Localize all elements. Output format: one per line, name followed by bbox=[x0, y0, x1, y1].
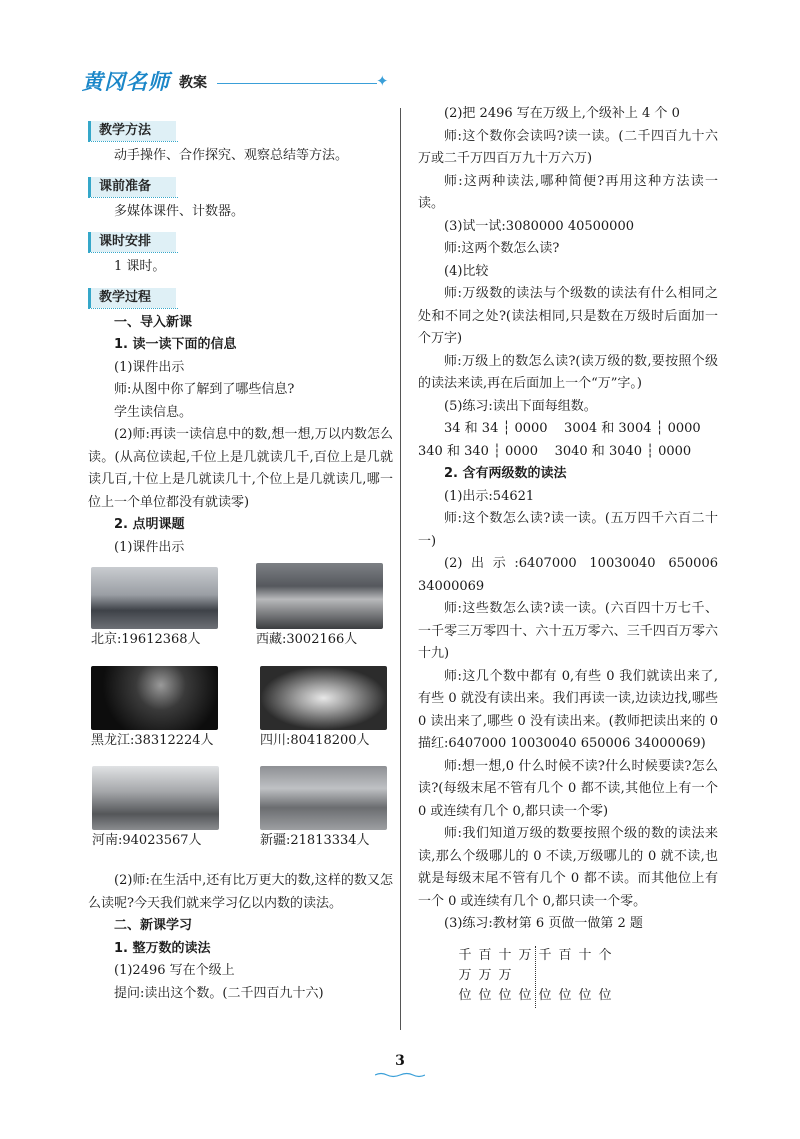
paragraph: (1)课件出示 bbox=[114, 359, 185, 375]
table-cell: 位 bbox=[538, 987, 552, 1003]
heading-new-lesson: 二、新课学习 bbox=[114, 918, 193, 933]
page-header bbox=[82, 64, 389, 104]
page-number-wave-icon bbox=[375, 1072, 425, 1078]
table-row bbox=[455, 986, 718, 1006]
table-cell: 位 bbox=[558, 987, 572, 1003]
photo-caption: 河南:94023567人 bbox=[92, 833, 202, 848]
table-cell: 位 bbox=[578, 987, 592, 1003]
table-cell: 万 bbox=[478, 967, 492, 983]
paragraph: (2)把 2496 写在万级上,个级补上 4 个 0 bbox=[444, 106, 680, 121]
photo-henan bbox=[92, 766, 232, 850]
number-pair-line: 340 和 340 ┆ 0000 3040 和 3040 ┆ 0000 bbox=[418, 443, 692, 459]
paragraph: (5)练习:读出下面每组数。 bbox=[444, 398, 597, 414]
table-cell bbox=[515, 966, 535, 986]
photo-heilongjiang bbox=[91, 666, 231, 750]
section-heading bbox=[88, 286, 393, 307]
column-divider bbox=[400, 108, 401, 1030]
paragraph: (3)练习:教材第 6 页做一做第 2 题 bbox=[444, 916, 643, 931]
photo-caption: 北京:19612368人 bbox=[91, 632, 201, 647]
table-cell: 十 bbox=[498, 947, 512, 963]
methods-text: 动手操作、合作探究、观察总结等方法。 bbox=[114, 148, 349, 163]
table-cell: 万 bbox=[518, 947, 532, 963]
header-rule bbox=[217, 83, 377, 84]
photo-beijing bbox=[91, 567, 231, 649]
table-cell bbox=[535, 966, 555, 986]
table-cell: 千 bbox=[538, 947, 552, 963]
photo-xinjiang bbox=[260, 766, 400, 850]
table-row bbox=[455, 946, 718, 966]
number-pair-line: 34 和 34 ┆ 0000 3004 和 3004 ┆ 0000 bbox=[444, 421, 701, 436]
paragraph: 师:这个数怎么读?读一读。(五万四千六百二十一) bbox=[418, 511, 718, 549]
sparkle-icon: ✦ bbox=[376, 72, 389, 90]
heading-intro: 一、导入新课 bbox=[114, 314, 193, 330]
paragraph: (2)师:在生活中,还有比万更大的数,这样的数又怎么读呢?今天我们就来学习亿以内数的读法。 bbox=[88, 873, 393, 911]
subheading: 1. 整万数的读法 bbox=[114, 940, 211, 956]
table-cell: 位 bbox=[478, 987, 492, 1003]
section-title-prep: 课前准备 bbox=[88, 177, 176, 197]
paragraph: 师:从图中你了解到了哪些信息? bbox=[114, 382, 295, 397]
header-subtitle: 教案 bbox=[179, 75, 207, 91]
paragraph: 师:我们知道万级的数要按照个级的数的读法来读,那么个级哪儿的 0 不读,万级哪儿的 0 就不读,也就是每级末尾不管有几个 0 都不读。而其他位上有一个 0 或连续有几个 0,都只读一个零。 bbox=[418, 826, 718, 909]
section-heading bbox=[88, 230, 393, 251]
table-cell: 十 bbox=[578, 947, 592, 963]
prep-text: 多媒体课件、计数器。 bbox=[114, 203, 245, 219]
table-row bbox=[455, 966, 718, 986]
table-cell: 百 bbox=[478, 947, 492, 963]
photo-caption: 新疆:21813334人 bbox=[260, 833, 370, 848]
table-cell: 千 bbox=[458, 947, 472, 963]
subheading: 2. 含有两级数的读法 bbox=[444, 466, 567, 481]
section-heading bbox=[88, 175, 393, 196]
table-cell: 位 bbox=[458, 987, 472, 1003]
page-number: 3 bbox=[395, 1053, 405, 1069]
paragraph: (1)2496 写在个级上 bbox=[114, 963, 235, 978]
paragraph: 师:万级数的读法与个级数的读法有什么相同之处和不同之处?(读法相同,只是数在万级时后面加一个万字) bbox=[418, 286, 718, 346]
photo-tibet bbox=[256, 563, 396, 649]
photo-sichuan bbox=[260, 666, 400, 750]
photo-caption: 四川:80418200人 bbox=[260, 733, 370, 748]
paragraph: 师:这些数怎么读?读一读。(六百四十万七千、一千零三万零四十、六十五万零六、三千四百万零六十九) bbox=[418, 601, 718, 661]
paragraph: 师:想一想,0 什么时候不读?什么时候要读?怎么读?(每级末尾不管有几个 0 都不读,其他位上有一个 0 或连续有几个 0,都只读一个零) bbox=[418, 758, 718, 819]
subheading: 2. 点明课题 bbox=[114, 517, 185, 532]
paragraph: (2)出示:6407000 10030040 650006 34000069 bbox=[418, 556, 718, 594]
paragraph: 师:这几个数中都有 0,有些 0 我们就读出来了,有些 0 就没有读出来。我们再读一读,边读边找,哪些 0 读出来了,哪些 0 没有读出来。(教师把读出来的 0 描红:6407000 10030040 650006 34000069) bbox=[418, 668, 718, 751]
paragraph: 提问:读出这个数。(二千四百九十六) bbox=[114, 985, 324, 1001]
photo-grid bbox=[88, 563, 393, 866]
table-cell: 位 bbox=[598, 987, 612, 1003]
table-cell: 个 bbox=[598, 947, 612, 963]
section-title-process: 教学过程 bbox=[88, 288, 176, 308]
paragraph: 师:万级上的数怎么读?(读万级的数,要按照个级的读法来读,再在后面加上一个“万”字。) bbox=[418, 353, 718, 391]
place-value-table bbox=[455, 946, 718, 1006]
left-column bbox=[88, 115, 393, 1005]
schedule-text: 1 课时。 bbox=[114, 259, 166, 274]
section-title-methods: 教学方法 bbox=[88, 121, 176, 141]
paragraph: 学生读信息。 bbox=[114, 404, 193, 420]
photo-caption: 黑龙江:38312224人 bbox=[91, 733, 214, 748]
right-column bbox=[418, 103, 718, 1006]
table-cell bbox=[555, 966, 575, 986]
table-cell: 万 bbox=[498, 967, 512, 983]
paragraph: 师:这个数你会读吗?读一读。(二千四百九十六万或二千万四百万九十万六万) bbox=[418, 128, 718, 166]
table-cell: 位 bbox=[518, 987, 532, 1003]
paragraph: 师:这两种读法,哪种简便?再用这种方法读一读。 bbox=[418, 173, 718, 211]
paragraph: (1)出示:54621 bbox=[444, 488, 535, 504]
subheading: 1. 读一读下面的信息 bbox=[114, 337, 237, 352]
beijing-photo bbox=[91, 567, 218, 629]
sichuan-photo bbox=[260, 666, 387, 730]
photo-caption: 西藏:3002166人 bbox=[256, 632, 358, 647]
xinjiang-photo bbox=[260, 766, 387, 830]
tibet-photo bbox=[256, 563, 383, 629]
paragraph: (1)课件出示 bbox=[114, 539, 185, 555]
section-title-schedule: 课时安排 bbox=[88, 232, 176, 252]
table-cell: 万 bbox=[458, 967, 472, 983]
table-cell bbox=[575, 966, 595, 986]
table-cell bbox=[595, 966, 615, 986]
section-heading bbox=[88, 119, 393, 140]
table-cell: 百 bbox=[558, 947, 572, 963]
brand-logo: 黄冈名师 bbox=[82, 70, 170, 94]
paragraph: (3)试一试:3080000 40500000 bbox=[444, 218, 634, 234]
paragraph: (4)比较 bbox=[444, 263, 489, 279]
paragraph: 师:这两个数怎么读? bbox=[444, 241, 560, 256]
henan-photo bbox=[92, 766, 219, 830]
heilongjiang-photo bbox=[91, 666, 218, 730]
table-cell: 位 bbox=[498, 987, 512, 1003]
paragraph: (2)师:再读一读信息中的数,想一想,万以内数怎么读。(从高位读起,千位上是几就读几千,百位上是几就读几百,十位上是几就读几十,个位上是几就读几,哪一位上一个单位都没有就读零) bbox=[88, 427, 393, 510]
